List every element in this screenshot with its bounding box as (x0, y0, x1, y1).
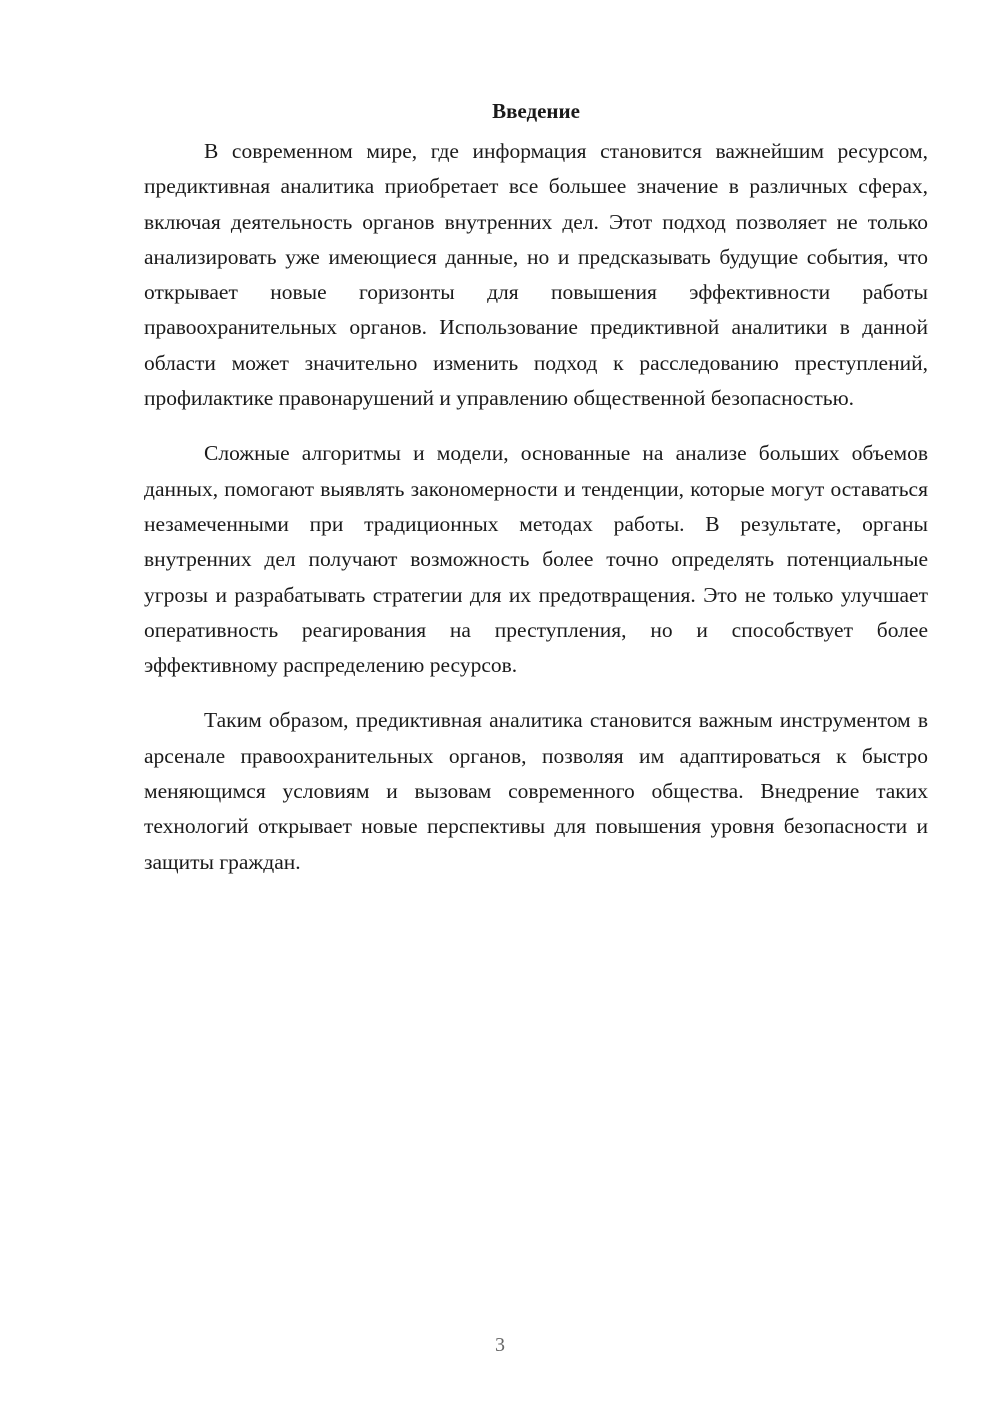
page-number: 3 (495, 1334, 505, 1356)
section-title: Введение (492, 99, 580, 123)
paragraph-2: Сложные алгоритмы и модели, основанные на анализе больших объемов данных, помогают выявлять закономерности и тенденции, которые могут оставаться незамеченными при традиционных методах работы. В результате, органы внутренних дел получают возможность более точно определять потенциальные угрозы и разрабатывать стратегии для их предотвращения. Это не только улучшает оперативность реагирования на преступления, но и способствует более эффективному распределению ресурсов. (144, 441, 928, 678)
paragraph-1: В современном мире, где информация становится важнейшим ресурсом, предиктивная аналитика приобретает все большее значение в различных сферах, включая деятельность органов внутренних дел. Этот подход позволяет не только анализировать уже имеющиеся данные, но и предсказывать будущие события, что открывает новые горизонты для повышения эффективности работы правоохранительных органов. Использование предиктивной аналитики в данной области может значительно изменить подход к расследованию преступлений, профилактике правонарушений и управлению общественной безопасностью. (144, 139, 928, 411)
page-content (144, 96, 928, 900)
paragraph-3: Таким образом, предиктивная аналитика становится важным инструментом в арсенале правоохранительных органов, позволяя им адаптироваться к быстро меняющимся условиям и вызовам современного общества. Внедрение таких технологий открывает новые перспективы для повышения уровня безопасности и защиты граждан. (144, 708, 928, 874)
